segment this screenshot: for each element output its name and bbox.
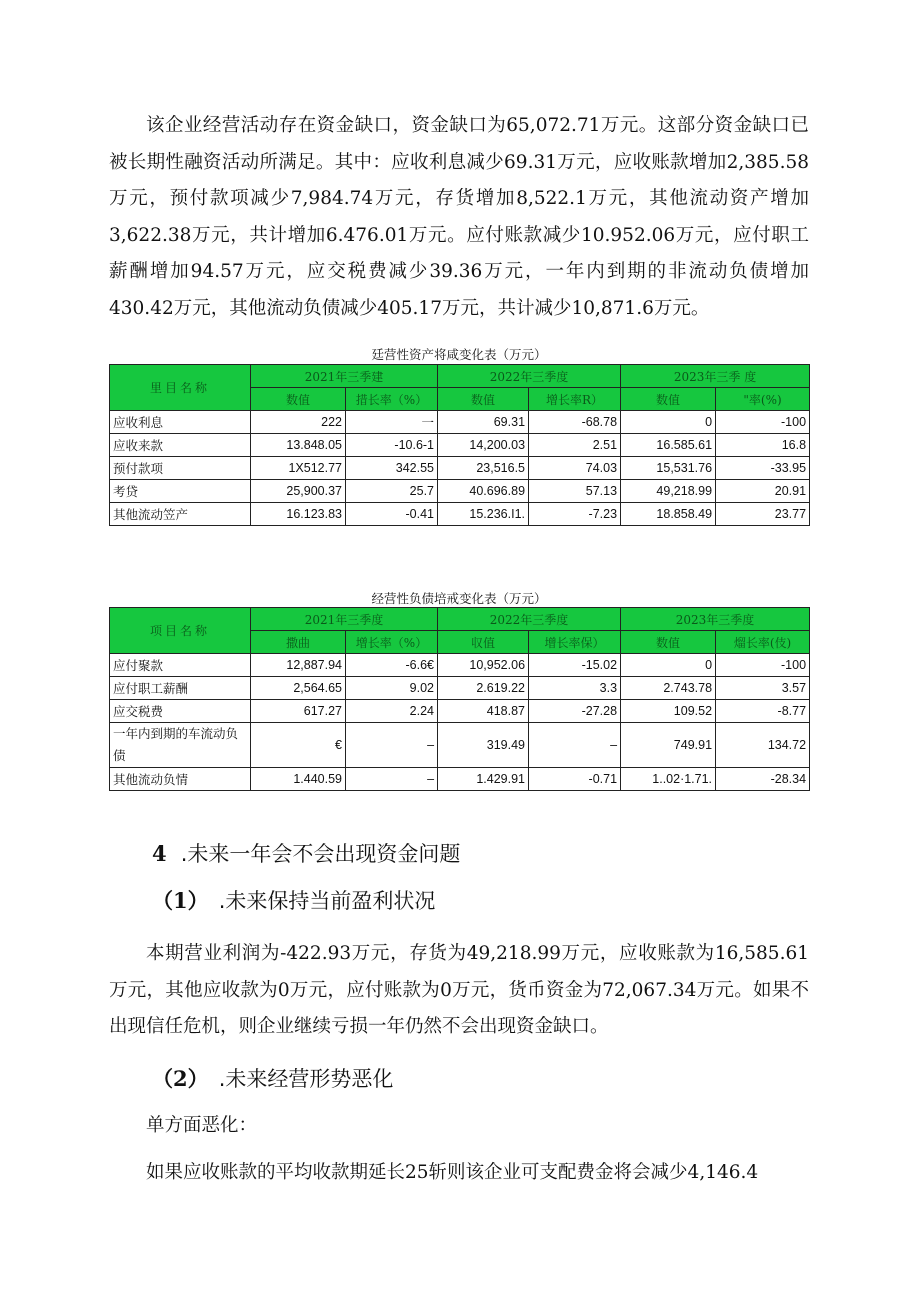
table-cell: – [529,723,621,768]
section-number: 4 [152,841,167,866]
table-cell: € [251,723,346,768]
table2-subheader: 数值 [621,631,716,654]
table-cell: 1..02·1.71. [621,768,716,791]
table-cell: 23,516.5 [438,457,529,480]
row-label: 应收利息 [110,411,251,434]
row-label: 其他流动负情 [110,768,251,791]
row-label: 应交税费 [110,700,251,723]
table2-year-header: 2021年三季度 [251,608,438,631]
table-row [110,768,810,791]
table-cell: 69.31 [438,411,529,434]
table-row [110,700,810,723]
table-cell: -27.28 [529,700,621,723]
table-row [110,723,810,768]
table-cell: -33.95 [716,457,810,480]
table1-subheader: 数值 [438,388,529,411]
table-cell: 319.49 [438,723,529,768]
table1-corner-header: 里目名称 [110,365,251,411]
intro-paragraph: 该企业经营活动存在资金缺口，资金缺口为65,072.71万元。这部分资金缺口已被长期性融资活动所满足。其中：应收利息减少69.31万元，应收账款增加2,385.58万元，预付款项减少7,984.74万元，存货增加8,522.1万元，其他流动资产增加3,622.38万元，共计增加6.476.01万元。应付账款减少10.952.06万元，应付职工薪酬增加94.57万元，应交税费减少39.36万元，一年内到期的非流动负债增加430.42万元，其他流动负债减少405.17万元，共计减少10,871.6万元。 [109,115,809,319]
table-cell: 2.24 [346,700,438,723]
table-cell: 2.51 [529,434,621,457]
table-cell: – [346,723,438,768]
table-cell: 25,900.37 [251,480,346,503]
table-cell: -6.6€ [346,654,438,677]
table-cell: 16.8 [716,434,810,457]
table1-subheader: "率(%) [716,388,810,411]
table-cell: 18.858.49 [621,503,716,526]
subsection-heading [152,885,435,915]
table-cell: 1.429.91 [438,768,529,791]
table-cell: – [346,768,438,791]
table-cell: 617.27 [251,700,346,723]
table2-subheader: 収值 [438,631,529,654]
table-row [110,457,810,480]
table-row [110,434,810,457]
table-cell: 134.72 [716,723,810,768]
table2-subheader: 增长率（%） [346,631,438,654]
table-cell: 9.02 [346,677,438,700]
table-cell: 15.236.I1. [438,503,529,526]
table-cell: 15,531.76 [621,457,716,480]
table-cell: 12,887.94 [251,654,346,677]
table2-header-row [110,608,810,631]
table-cell: 2,564.65 [251,677,346,700]
table1-subheader: 措长率（%） [346,388,438,411]
subsection-title: .未来保持当前盈利状况 [218,889,436,913]
table-cell: 一 [346,411,438,434]
table1-year-header: 2021年三季建 [251,365,438,388]
table1-caption: 廷营性资产将咸变化表（万元） [371,347,547,362]
table-cell: -28.34 [716,768,810,791]
row-label: 应付聚款 [110,654,251,677]
table2-subheader: 熘长率(伎) [716,631,810,654]
table2-caption: 经营性负债培戒变化表（万元） [371,591,547,606]
subsection-title: .未来经营形势恶化 [218,1067,394,1091]
operating-assets-table [109,364,810,526]
table2-corner-header: 项目名称 [110,608,251,654]
table2-year-header: 2023年三季度 [621,608,810,631]
table-cell: 1X512.77 [251,457,346,480]
table-cell: 40.696.89 [438,480,529,503]
table-cell: -7.23 [529,503,621,526]
operating-liabilities-table [109,607,810,791]
table-cell: 222 [251,411,346,434]
table-cell: 13.848.05 [251,434,346,457]
row-label: 应收来款 [110,434,251,457]
table-cell: -0.71 [529,768,621,791]
table-cell: 3.57 [716,677,810,700]
row-label: 考贷 [110,480,251,503]
body-paragraph: 本期营业利润为-422.93万元，存货为49,218.99万元，应收账款为16,585.61万元，其他应收款为0万元，应付账款为0万元，货币资金为72,067.34万元。如果不出现信任危机，则企业继续亏损一年仍然不会出现资金缺口。 [109,943,809,1037]
table-cell: 16.585.61 [621,434,716,457]
table-cell: 14,200.03 [438,434,529,457]
table-row [110,480,810,503]
table-row [110,654,810,677]
table-cell: 0 [621,411,716,434]
table2-year-header: 2022年三季度 [438,608,621,631]
table2-subheader: 撒曲 [251,631,346,654]
table1-year-header: 2023年三季 度 [621,365,810,388]
table1-subheader: 数值 [621,388,716,411]
table-cell: 749.91 [621,723,716,768]
table-cell: -10.6-1 [346,434,438,457]
table-cell: -0.41 [346,503,438,526]
table-cell: 418.87 [438,700,529,723]
row-label: 一年内到期的车流动负债 [110,723,251,768]
section-title: .未来一年会不会出现资金问题 [180,842,461,866]
table-row [110,503,810,526]
table-cell: 20.91 [716,480,810,503]
table-cell: 25.7 [346,480,438,503]
table2-subheader: 增长率保） [529,631,621,654]
row-label: 预付款项 [110,457,251,480]
table1-subheader: 数值 [251,388,346,411]
table-cell: 74.03 [529,457,621,480]
table-cell: 49,218.99 [621,480,716,503]
table-cell: 57.13 [529,480,621,503]
table1-header-row [110,365,810,388]
table-cell: 109.52 [621,700,716,723]
table-cell: 23.77 [716,503,810,526]
table-row [110,411,810,434]
table1-subheader: 增长率R） [529,388,621,411]
table-row [110,677,810,700]
table-cell: 10,952.06 [438,654,529,677]
row-label: 其他流动笠产 [110,503,251,526]
table-cell: 1.440.59 [251,768,346,791]
table-cell: 2.619.22 [438,677,529,700]
table-cell: 3.3 [529,677,621,700]
table-cell: -100 [716,411,810,434]
subsection-number: （1） [152,888,209,913]
table-cell: -68.78 [529,411,621,434]
section-heading [152,838,460,868]
subsection-number: （2） [152,1066,209,1091]
table-cell: 2.743.78 [621,677,716,700]
body-paragraph: 如果应收账款的平均收款期延长25斩则该企业可支配费金将会减少4,146.4 [146,1162,759,1183]
table-cell: 0 [621,654,716,677]
subsection-heading [152,1063,393,1093]
table1-year-header: 2022年三季度 [438,365,621,388]
body-paragraph: 单方面恶化： [146,1115,258,1136]
table-cell: -15.02 [529,654,621,677]
table-cell: 342.55 [346,457,438,480]
table-cell: -8.77 [716,700,810,723]
table-cell: -100 [716,654,810,677]
row-label: 应付职工薪酬 [110,677,251,700]
table-cell: 16.123.83 [251,503,346,526]
